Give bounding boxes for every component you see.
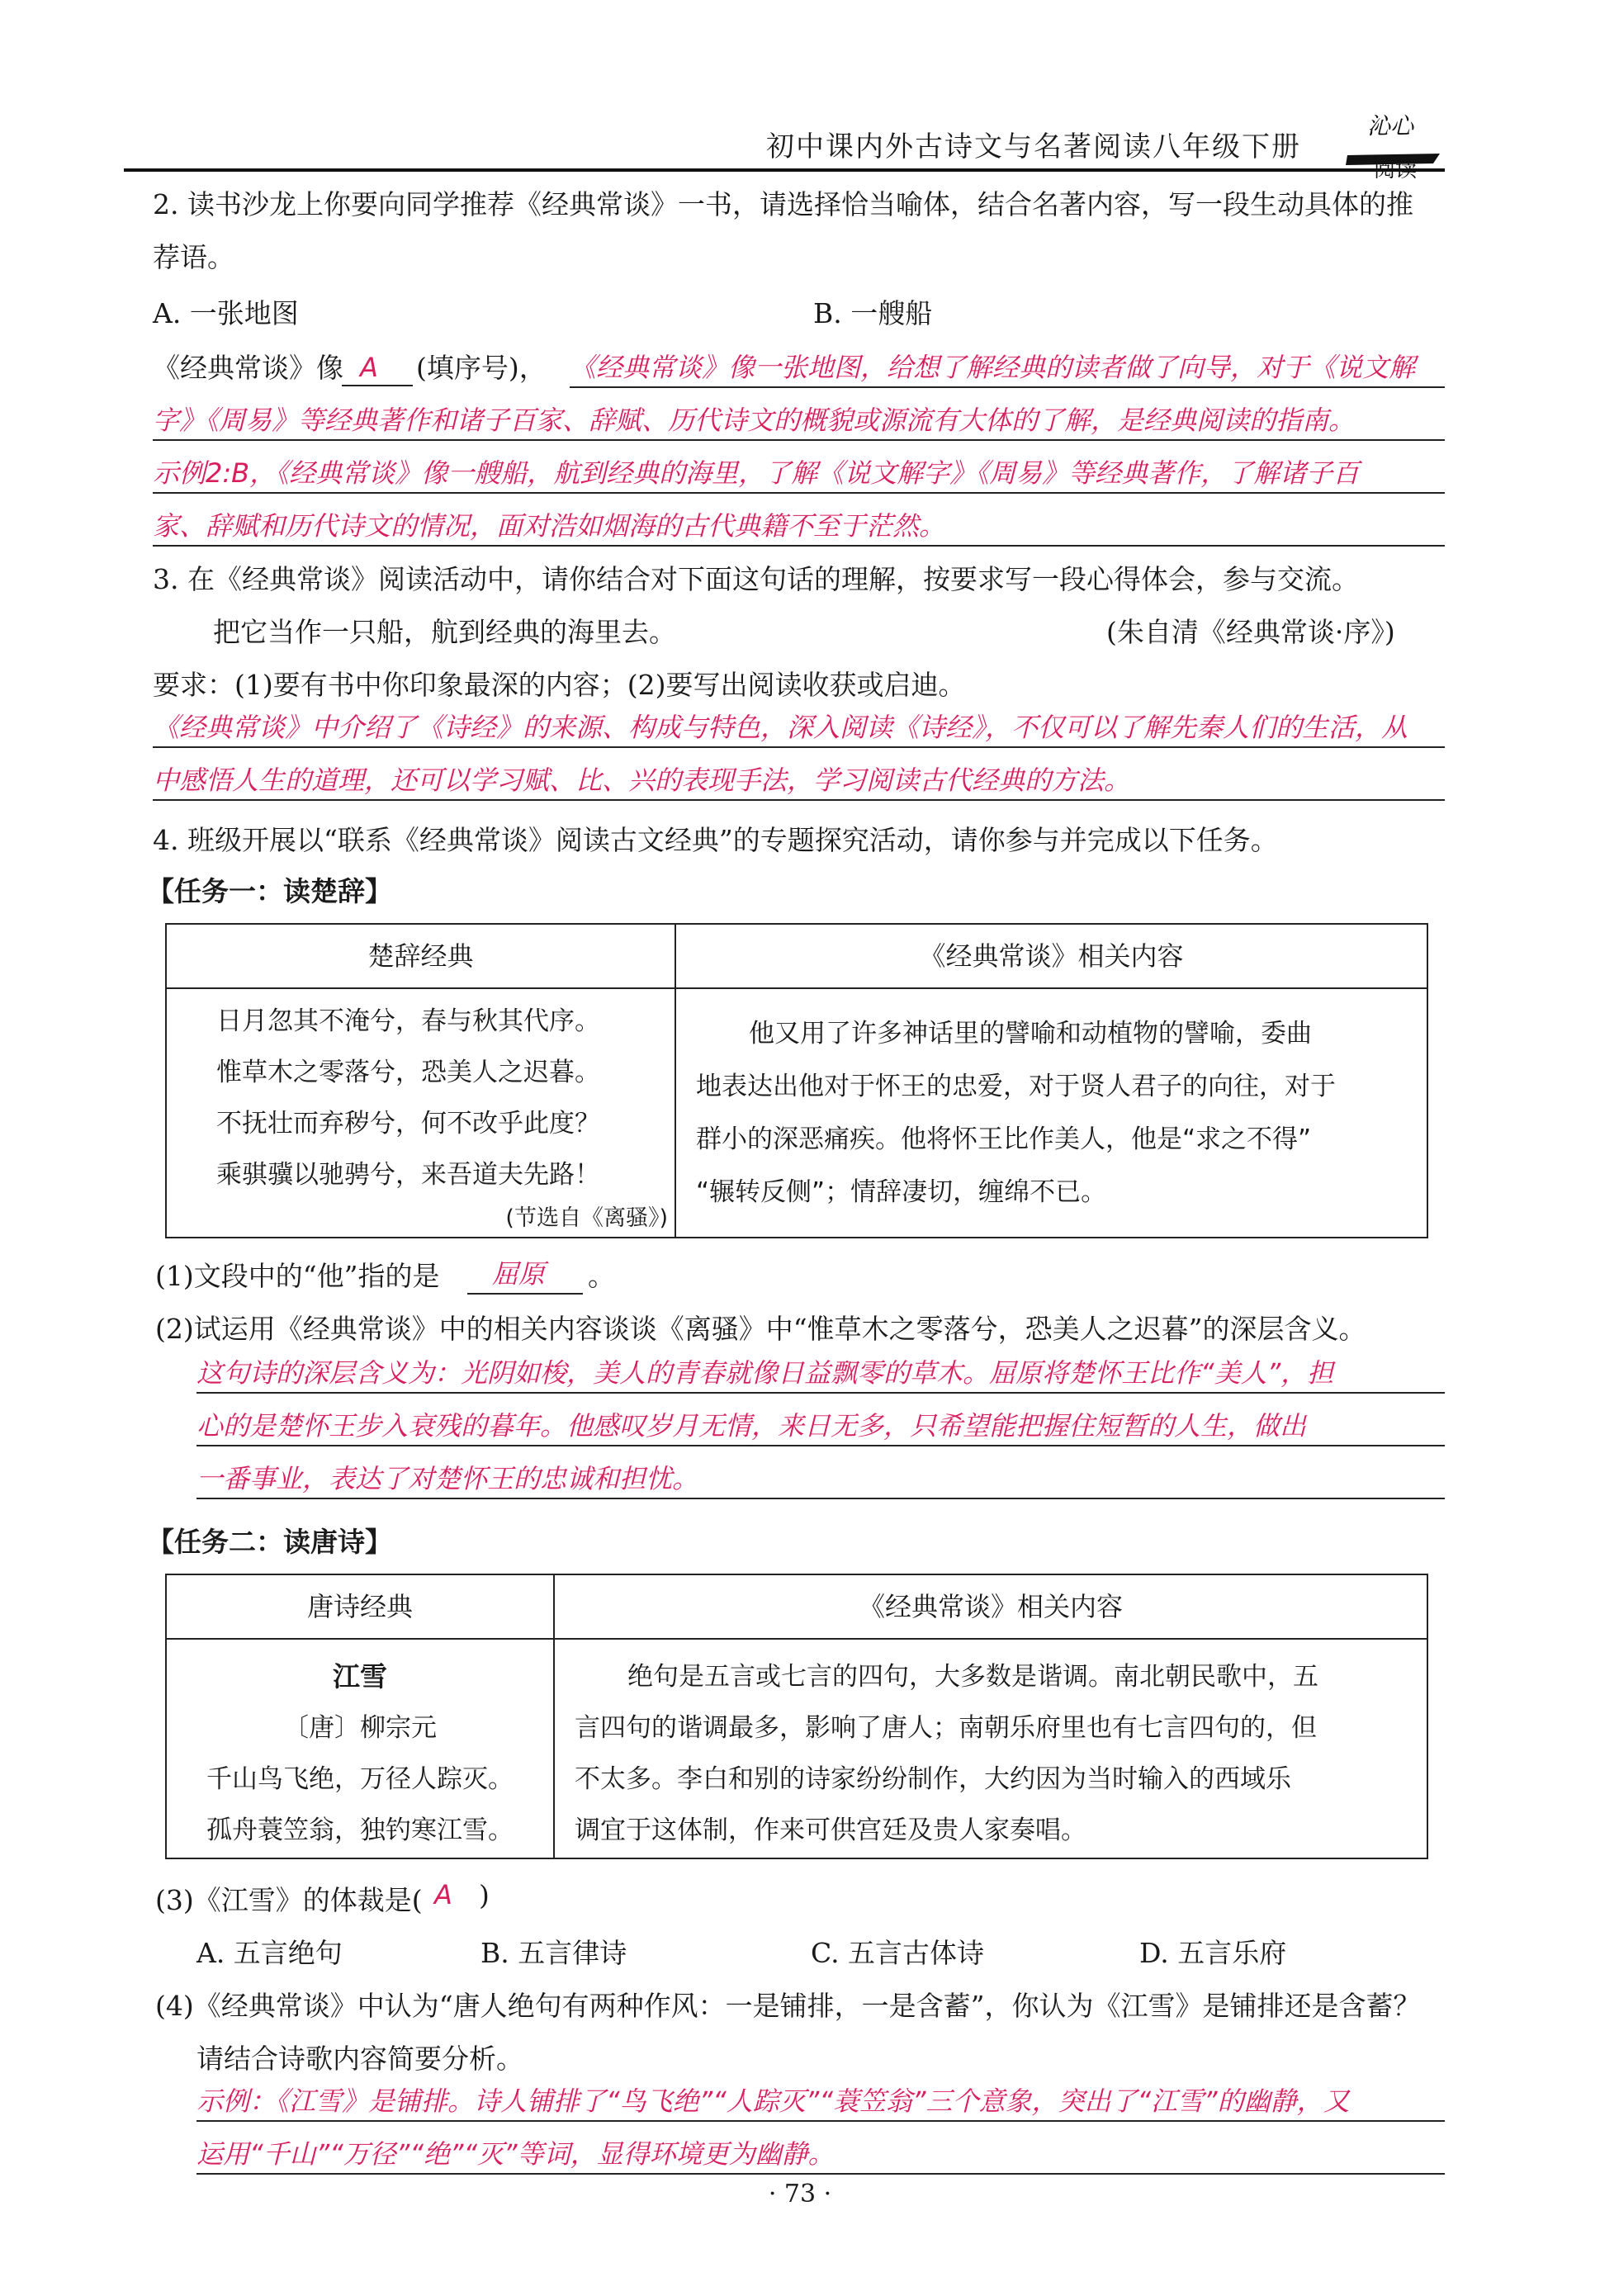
task2-poem-line-1: 千山鸟飞绝，万径人踪灭。 [206,1764,514,1794]
q3-answer-text-1: 《经典常谈》中介绍了《诗经》的来源、构成与特色，深入阅读《诗经》，不仅可以了解先秦人们的生活，从 [153,712,1408,743]
task1-sub2-answer-line-2[interactable] [196,1404,1445,1446]
task2-option-c: C. 五言古体诗 [811,1937,985,1969]
task1-sub1-answer: 屈原 [492,1258,546,1290]
task1-sub2-answer-text-1: 这句诗的深层含义为：光阴如梭，美人的青春就像日益飘零的草木。屈原将楚怀王比作“美人”，担 [196,1357,1334,1389]
task2-desc-line-3: 不太多。李白和别的诗家纷纷制作，大约因为当时输入的西域乐 [575,1764,1291,1794]
task1-table [165,923,1428,1238]
task2-poem-title: 江雪 [333,1660,387,1692]
task2-sub3-prefix: (3)《江雪》的体裁是( [155,1884,423,1916]
task2-poem-line-2: 孤舟蓑笠翁，独钓寒江雪。 [206,1815,514,1845]
q2-answer-line-2[interactable] [153,398,1445,441]
task1-poem-cell [166,988,675,1238]
task2-sub4-answer-line-1[interactable] [196,2079,1445,2122]
page-number: · 73 · [768,2180,832,2208]
task1-poem-source: (节选自《离骚》) [505,1205,668,1231]
task2-sub4-answer-text-1: 示例：《江雪》是铺排。诗人铺排了“鸟飞绝”“人踪灭”“蓑笠翁”三个意象，突出了“江雪”的幽静，又 [196,2085,1350,2117]
task1-poem-line-1: 日月忽其不淹兮，春与秋其代序。 [216,1006,600,1036]
q4-stem: 4. 班级开展以“联系《经典常谈》阅读古文经典”的专题探究活动，请你参与并完成以下任务。 [153,824,1278,856]
task1-sub2-answer-text-3: 一番事业，表达了对楚怀王的忠诚和担忧。 [196,1463,699,1494]
q2-answer-text-1: 《经典常谈》像一张地图，给想了解经典的读者做了向导，对于《说文解 [570,352,1416,383]
task2-col1-header: 唐诗经典 [166,1574,554,1639]
task2-col2-header: 《经典常谈》相关内容 [554,1574,1427,1639]
task1-sub1-blank[interactable] [467,1253,583,1295]
task1-sub2-answer-line-3[interactable] [196,1456,1445,1499]
q2-stem-line1: 2. 读书沙龙上你要向同学推荐《经典常谈》一书，请选择恰当喻体，结合名著内容，写一段生动具体的推 [153,188,1413,220]
q2-option-a: A. 一张地图 [153,297,299,329]
task1-poem-line-4: 乘骐骥以驰骋兮，来吾道夫先路！ [216,1160,600,1190]
task1-sub2-answer-text-2: 心的是楚怀王步入衰残的暮年。他感叹岁月无情，来日无多，只希望能把握住短暂的人生，做出 [196,1410,1307,1442]
q3-answer-line-1[interactable] [153,705,1445,748]
task1-col2-header: 《经典常谈》相关内容 [675,924,1427,988]
task2-sub4-stem-line1: (4)《经典常谈》中认为“唐人绝句有两种作风：一是铺排，一是含蓄”，你认为《江雪》是铺排还是含蓄？ [155,1990,1421,2022]
task2-option-a: A. 五言绝句 [196,1937,343,1969]
task2-poem-cell [166,1639,554,1858]
brand-logo [1344,106,1443,178]
task2-sub4-stem-line2: 请结合诗歌内容简要分析。 [196,2043,523,2075]
q2-answer-line-1[interactable] [570,345,1445,388]
q3-stem: 3. 在《经典常谈》阅读活动中，请你结合对下面这句话的理解，按要求写一段心得体会，参与交流。 [153,563,1359,595]
task2-table [165,1574,1428,1859]
q3-answer-text-2: 中感悟人生的道理，还可以学习赋、比、兴的表现手法，学习阅读古代经典的方法。 [153,765,1131,796]
q2-fill-answer: A [360,352,378,383]
q2-answer-text-4: 家、辞赋和历代诗文的情况，面对浩如烟海的古代典籍不至于茫然。 [153,510,946,542]
q2-answer-text-3: 示例2:B，《经典常谈》像一艘船，航到经典的海里，了解《说文解字》《周易》等经典著作，了解诸子百 [153,457,1360,489]
task1-desc-line-3: 群小的深恶痛疾。他将怀王比作美人，他是“求之不得” [696,1124,1312,1154]
q2-fill-suffix: (填序号)， [416,352,547,384]
header-rule [124,168,1445,172]
q3-requirement: 要求：(1)要有书中你印象最深的内容；(2)要写出阅读收获或启迪。 [153,669,966,701]
task1-desc-line-4: “辗转反侧”；情辞凄切，缠绵不已。 [696,1177,1107,1207]
header-title: 初中课内外古诗文与名著阅读八年级下册 [766,130,1301,163]
q3-quote-source: (朱自清《经典常谈·序》) [1106,616,1395,648]
task2-sub3-answer[interactable]: A [434,1879,452,1910]
task2-option-b: B. 五言律诗 [480,1937,627,1969]
q2-answer-text-2: 字》《周易》等经典著作和诸子百家、辞赋、历代诗文的概貌或源流有大体的了解，是经典阅读的指南。 [153,405,1356,436]
brand-top-text: 沁心 [1367,112,1414,140]
task2-sub4-answer-text-2: 运用“千山”“万径”“绝”“灭”等词，显得环境更为幽静。 [196,2138,835,2170]
task1-col1-header: 楚辞经典 [166,924,675,988]
task1-sub1-prefix: (1)文段中的“他”指的是 [155,1260,440,1292]
task1-sub2-stem: (2)试运用《经典常谈》中的相关内容谈谈《离骚》中“惟草木之零落兮，恐美人之迟暮”的深层含义。 [155,1313,1366,1345]
task1-desc-cell [675,988,1427,1238]
task1-poem-line-3: 不抚壮而弃秽兮，何不改乎此度？ [216,1109,600,1139]
task1-title: 【任务一：读楚辞】 [147,875,392,907]
task2-sub3-suffix: ) [479,1879,490,1911]
task1-sub2-answer-line-1[interactable] [196,1351,1445,1394]
task2-desc-line-4: 调宜于这体制，作来可供宫廷及贵人家奏唱。 [575,1815,1086,1845]
q2-answer-line-4[interactable] [153,504,1445,547]
task1-desc-line-2: 地表达出他对于怀王的忠爱，对于贤人君子的向往，对于 [696,1072,1336,1101]
q2-stem-line2: 荐语。 [153,241,234,273]
q2-fill-prefix: 《经典常谈》像 [153,352,343,384]
q2-option-b: B. 一艘船 [813,297,933,329]
task2-desc-line-1: 绝句是五言或七言的四句，大多数是谐调。南北朝民歌中，五 [627,1662,1318,1692]
q2-fill-blank[interactable] [342,347,413,386]
task1-desc-line-1: 他又用了许多神话里的譬喻和动植物的譬喻，委曲 [749,1019,1312,1049]
task2-desc-line-2: 言四句的谐调最多，影响了唐人；南朝乐府里也有七言四句的，但 [575,1713,1317,1743]
q3-answer-line-2[interactable] [153,758,1445,801]
task2-title: 【任务二：读唐诗】 [147,1526,392,1558]
task2-desc-cell [554,1639,1427,1858]
task1-sub1-suffix: 。 [588,1260,615,1292]
task2-poem-author: 〔唐〕柳宗元 [283,1713,437,1743]
task2-sub4-answer-line-2[interactable] [196,2132,1445,2175]
task1-poem-line-2: 惟草木之零落兮，恐美人之迟暮。 [216,1058,600,1087]
q2-answer-line-3[interactable] [153,451,1445,494]
q3-quote: 把它当作一只船，航到经典的海里去。 [213,616,676,648]
task2-option-d: D. 五言乐府 [1139,1937,1287,1969]
